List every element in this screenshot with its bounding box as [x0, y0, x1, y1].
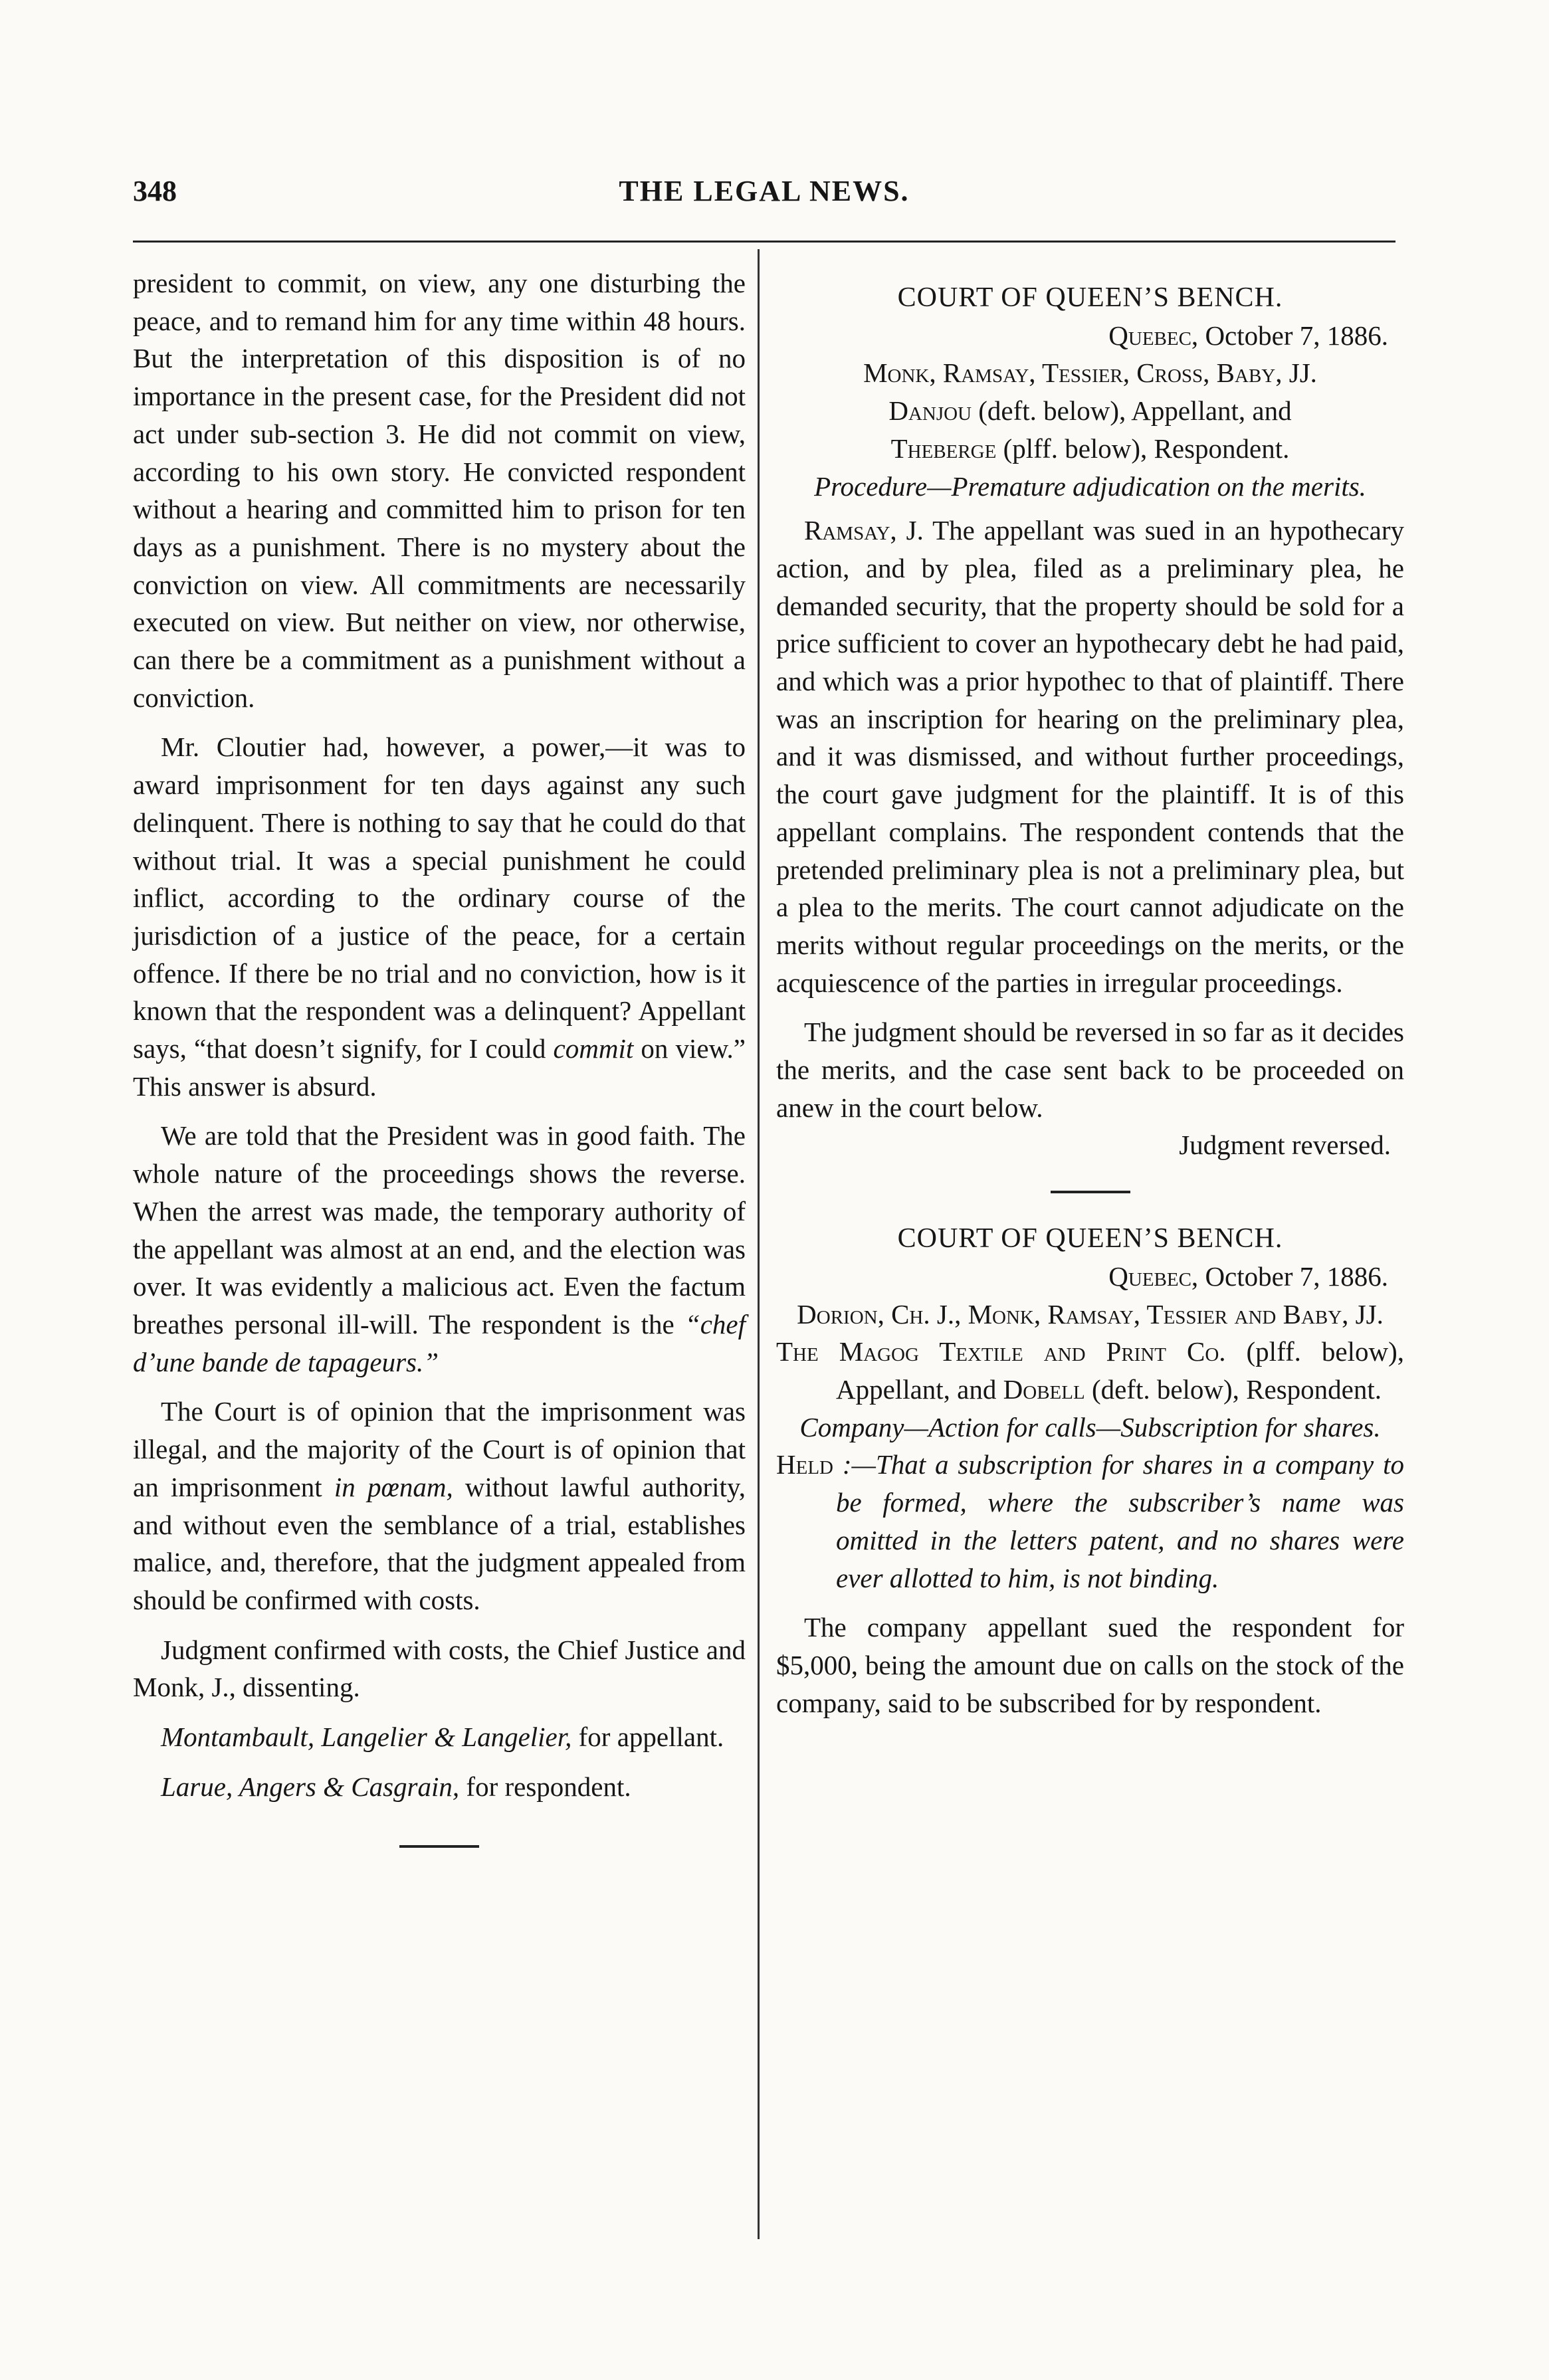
column-divider: [758, 249, 760, 2239]
party-respondent: Theberge (plff. below), Respondent.: [890, 433, 1290, 464]
right-column: [776, 264, 1404, 1722]
court-heading: COURT OF QUEEN’S BENCH.: [897, 1223, 1283, 1254]
counsel-appellant: Montambault, Langelier & Langelier, for appellant.: [161, 1722, 724, 1753]
paragraph-continuation: president to commit, on view, any one disturbing the peace, and to remand him for any time within 48 hours. But the interpretation of this disposition is of no importance in the present case, for the President did not act under sub-section 3. He did not commit on view, according to his own story. He convicted respondent without a hearing and committed him to prison for ten days as a punishment. There is no mystery about the conviction on view. All commitments are necessarily executed on view. But neither on view, nor otherwise, can there be a commitment as a punishment without a conviction.: [133, 268, 746, 713]
paragraph-court-opinion: The Court is of opinion that the imprisonment was illegal, and the majority of the Court is of opinion that an imprisonment in pœnam, without lawful authority, and without even the semblance of a trial, establishes malice, and, therefore, that the judgment appealed from should be confirmed with costs.: [133, 1396, 746, 1615]
journal-title: THE LEGAL NEWS.: [619, 175, 910, 207]
counsel-respondent: Larue, Angers & Casgrain, for respondent.: [161, 1771, 631, 1802]
headnote: Procedure—Premature adjudication on the merits.: [814, 470, 1366, 502]
case-magog-dobell: [776, 1220, 1404, 1722]
paragraph-cloutier: Mr. Cloutier had, however, a power,—it was to award imprisonment for ten days against any such delinquent. There is nothing to say that he could do that without trial. It was a special punishment he could inflict, according to the ordinary course of the jurisdiction of a justice of the peace, for a certain offence. If there be no trial and no conviction, how is it known that the respondent was a delinquent? Appellant says, “that doesn’t signify, for I could commit on view.” This answer is absurd.: [133, 732, 746, 1102]
paragraph-good-faith: We are told that the President was in good faith. The whole nature of the proceedings shows the reverse. When the arrest was made, the temporary authority of the appellant was almost at an end, and the election was over. It was evidently a malicious act. Even the factum breathes personal ill-will. The respondent is the “chef d’une bande de tapageurs.”: [133, 1120, 746, 1377]
headnote: Company—Action for calls—Subscription for shares.: [799, 1411, 1381, 1442]
party-appellant: Danjou (deft. below), Appellant, and: [888, 395, 1292, 427]
section-rule: [399, 1845, 479, 1848]
page-number: 348: [133, 175, 177, 207]
judgment-confirmed: Judgment confirmed with costs, the Chief Justice and Monk, J., dissenting.: [133, 1634, 746, 1703]
opinion-paragraph: The company appellant sued the respondent for $5,000, being the amount due on calls on the stock of the company, said to be subscribed for by respondent.: [776, 1612, 1404, 1718]
court-heading: COURT OF QUEEN’S BENCH.: [897, 282, 1283, 313]
dateline: Quebec, October 7, 1886.: [1108, 1260, 1388, 1292]
held-note: Held :—That a subscription for shares in a company to be formed, where the subscriber’s name was omitted in the letters patent, and no shares were ever allotted to him, is not binding.: [776, 1449, 1404, 1593]
judges-list: Dorion, Ch. J., Monk, Ramsay, Tessier and Baby, JJ.: [797, 1298, 1384, 1330]
opinion-paragraph: Ramsay, J. The appellant was sued in an hypothecary action, and by plea, filed as a preliminary plea, he demanded security, that the property should be sold for a price sufficient to cover an hypothecary debt he had paid, and which was a prior hypothec to that of plaintiff. There was an inscription for hearing on the preliminary plea, and it was dismissed, and without further proceedings, the court gave judgment for the plaintiff. It is of this appellant complains. The respondent contends that the pretended preliminary plea is not a preliminary plea, but a plea to the merits. The court cannot adjudicate on the merits without regular proceedings on the merits, or the acquiescence of the parties in irregular proceedings.: [776, 515, 1404, 998]
parties: The Magog Textile and Print Co. (plff. below), Appellant, and Dobell (deft. below), Respondent.: [776, 1336, 1404, 1405]
judgment-result: Judgment reversed.: [1179, 1130, 1391, 1161]
running-head: [133, 174, 1395, 221]
section-rule: [1051, 1191, 1130, 1193]
case-danjou-theberge: [776, 279, 1404, 1164]
dateline: Quebec, October 7, 1886.: [1108, 320, 1388, 351]
header-rule: [133, 241, 1395, 243]
opinion-paragraph-2: The judgment should be reversed in so far as it decides the merits, and the case sent back to be proceeded on anew in the court below.: [776, 1017, 1404, 1123]
left-column: [133, 264, 746, 1874]
judges-list: Monk, Ramsay, Tessier, Cross, Baby, JJ.: [863, 357, 1317, 389]
